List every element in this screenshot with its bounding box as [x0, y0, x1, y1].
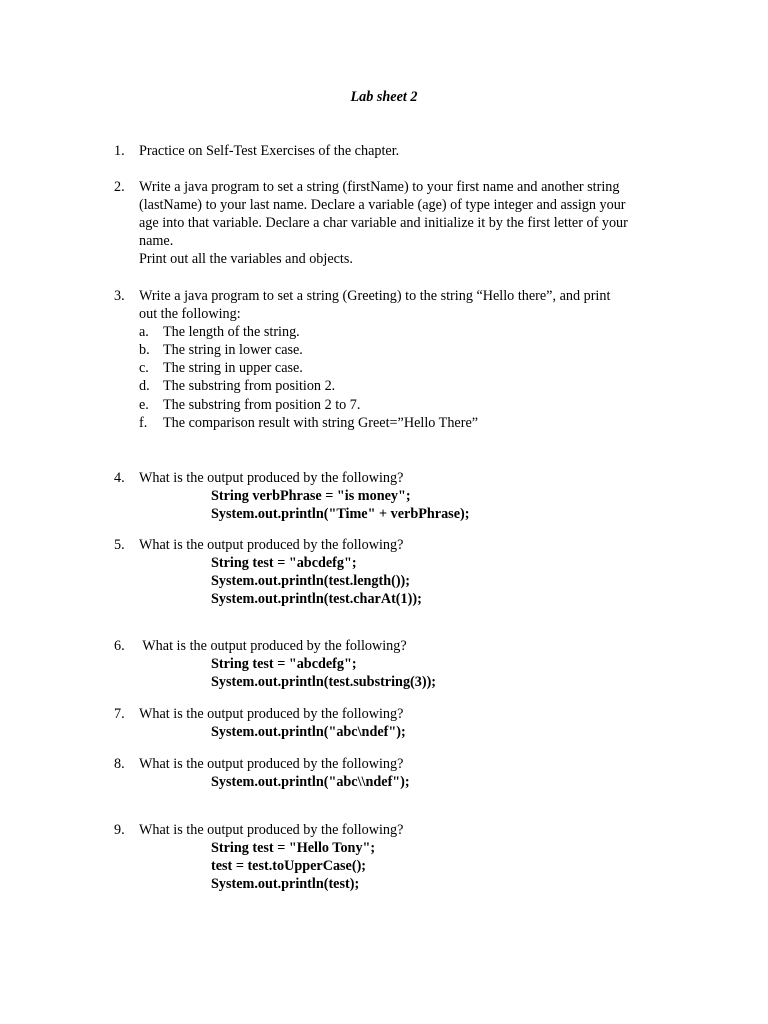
sub-item-text: The string in lower case. — [163, 342, 303, 359]
item-text-line: out the following: — [139, 306, 241, 323]
code-line: String test = "abcdefg"; — [211, 656, 357, 673]
question-text: What is the output produced by the following? — [139, 470, 404, 486]
sub-item-letter: a. — [139, 324, 149, 341]
list-item-8 — [114, 755, 694, 791]
code-line: System.out.println(test.charAt(1)); — [211, 591, 422, 608]
code-line: String test = "abcdefg"; — [211, 555, 357, 572]
list-item-6 — [114, 637, 694, 691]
item-number: 2. — [114, 179, 125, 195]
code-line: System.out.println(test.length()); — [211, 573, 410, 590]
sub-item — [139, 396, 694, 414]
sub-item — [139, 377, 694, 395]
code-line: System.out.println(test.substring(3)); — [211, 674, 437, 691]
item-number: 6. — [114, 638, 125, 654]
item-text-line: (lastName) to your last name. Declare a variable (age) of type integer and assign your — [139, 197, 626, 214]
item-number: 1. — [114, 143, 125, 159]
item-number: 7. — [114, 706, 125, 722]
item-text-line: Write a java program to set a string (Greeting) to the string “Hello there”, and print — [139, 288, 611, 304]
list-item-2 — [114, 178, 694, 268]
list-item-5 — [114, 536, 694, 608]
question-text: What is the output produced by the following? — [139, 706, 404, 722]
list-item-9 — [114, 821, 694, 893]
code-line: System.out.println("Time" + verbPhrase); — [211, 506, 470, 523]
code-line: System.out.println("abc\\ndef"); — [211, 774, 410, 791]
item-number: 3. — [114, 288, 125, 304]
list-item-7 — [114, 705, 694, 741]
sub-item — [139, 323, 694, 341]
code-line: System.out.println(test); — [211, 876, 360, 893]
sub-item-text: The string in upper case. — [163, 360, 303, 377]
item-text-line: age into that variable. Declare a char variable and initialize it by the first letter of your — [139, 215, 628, 232]
sub-item — [139, 414, 694, 432]
item-text-line: name. — [139, 233, 174, 250]
item-text-line: Practice on Self-Test Exercises of the chapter. — [139, 143, 400, 159]
sub-item-text: The substring from position 2 to 7. — [163, 396, 361, 413]
code-line: String test = "Hello Tony"; — [211, 840, 376, 857]
item-number: 9. — [114, 822, 125, 838]
item-text-line: Write a java program to set a string (firstName) to your first name and another string — [139, 179, 620, 195]
sub-item — [139, 359, 694, 377]
sub-item-letter: c. — [139, 360, 149, 377]
sub-item-text: The comparison result with string Greet=”Hello There” — [163, 414, 479, 431]
list-item-3 — [114, 287, 694, 432]
item-text-line: Print out all the variables and objects. — [139, 251, 353, 268]
sub-item-letter: b. — [139, 342, 150, 359]
question-text: What is the output produced by the following? — [139, 638, 407, 654]
list-item-1 — [114, 142, 694, 160]
item-number: 5. — [114, 537, 125, 553]
code-line: test = test.toUpperCase(); — [211, 858, 367, 875]
page-title: Lab sheet 2 — [350, 89, 418, 105]
sub-item-text: The substring from position 2. — [163, 378, 336, 395]
sub-item-letter: d. — [139, 378, 150, 395]
list-item-4 — [114, 469, 694, 523]
question-text: What is the output produced by the following? — [139, 537, 404, 553]
code-line: String verbPhrase = "is money"; — [211, 488, 411, 505]
code-line: System.out.println("abc\ndef"); — [211, 724, 406, 741]
sub-item — [139, 341, 694, 359]
sub-item-text: The length of the string. — [163, 324, 300, 341]
sub-item-letter: f. — [139, 414, 148, 431]
item-number: 4. — [114, 470, 125, 486]
question-text: What is the output produced by the following? — [139, 756, 404, 772]
item-number: 8. — [114, 756, 125, 772]
sub-item-letter: e. — [139, 396, 149, 413]
question-text: What is the output produced by the following? — [139, 822, 404, 838]
